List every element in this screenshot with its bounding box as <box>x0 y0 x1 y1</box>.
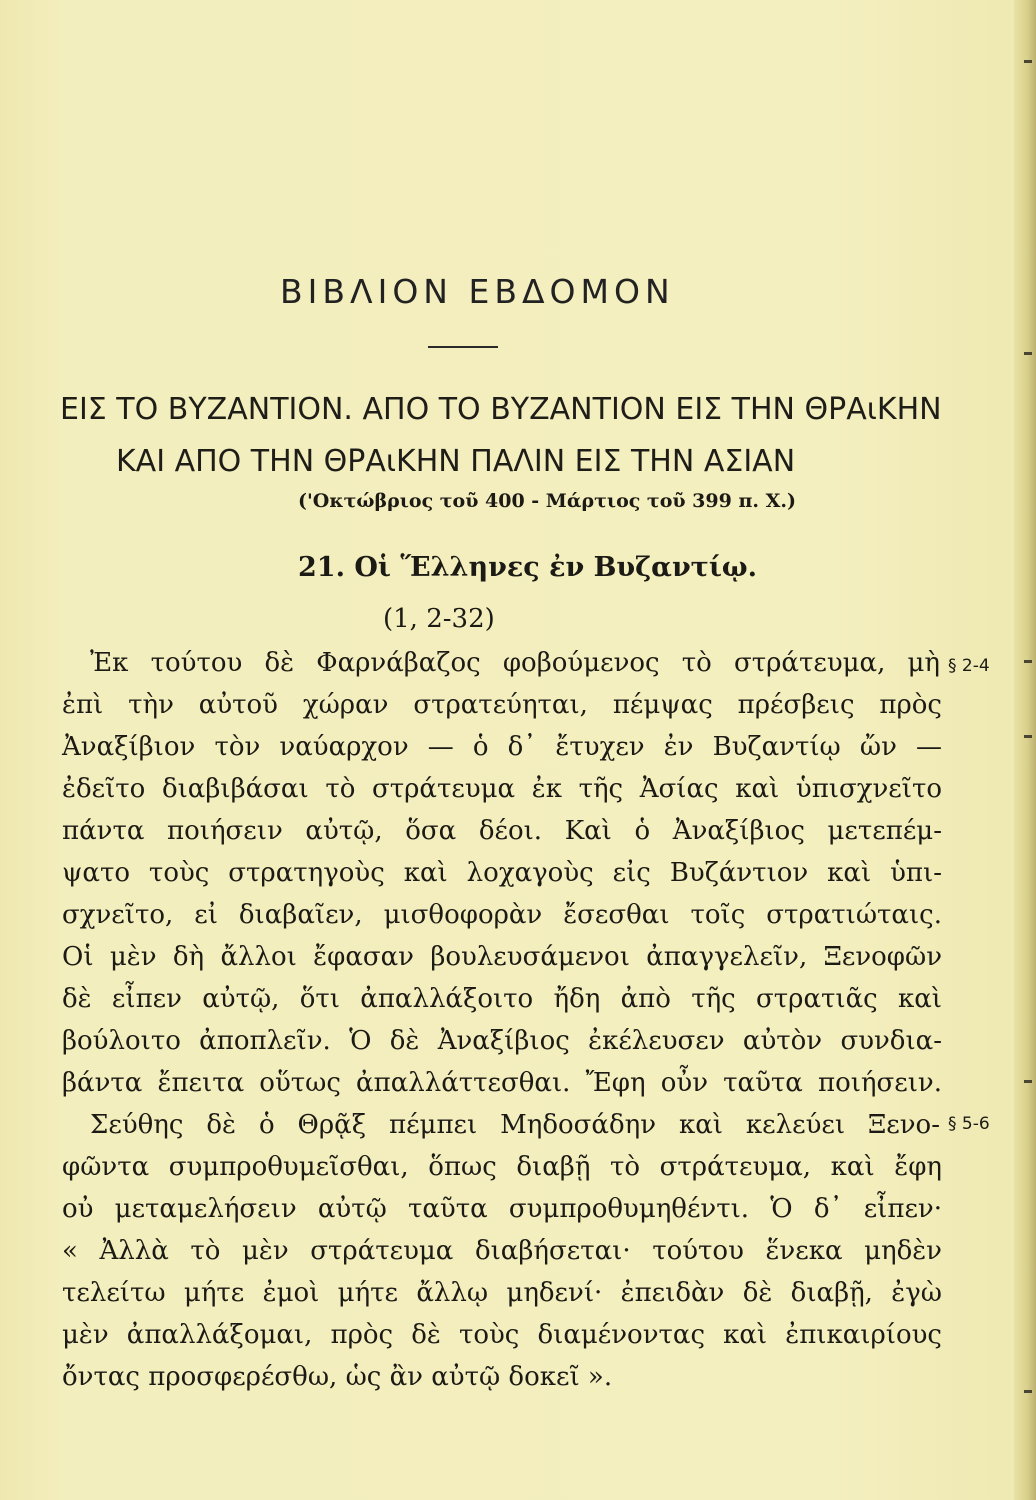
body-line: τελείτω μήτε ἐμοὶ μήτε ἄλλῳ μηδενί· ἐπειδὰν δὲ διαβῇ, ἐγὼ <box>62 1278 942 1308</box>
body-line: μὲν ἀπαλλάξομαι, πρὸς δὲ τοὺς διαμένοντας καὶ ἐπικαιρίους <box>62 1320 942 1350</box>
edge-mark <box>1024 1390 1032 1393</box>
body-line: σχνεῖτο, εἰ διαβαῖεν, μισθοφορὰν ἔσεσθαι τοῖς στρατιώταις. <box>62 900 942 930</box>
body-line: ὄντας προσφερέσθω, ὡς ἂν αὐτῷ δοκεῖ ». <box>62 1362 613 1392</box>
edge-mark <box>1024 735 1032 738</box>
margin-section-ref: § 2-4 <box>948 656 990 676</box>
body-line: φῶντα συμπροθυμεῖσθαι, ὅπως διαβῇ τὸ στράτευμα, καὶ ἔφη <box>62 1152 942 1182</box>
book-title: ΒΙΒΛΙΟΝ ΕΒΔΟΜΟΝ <box>280 272 675 311</box>
chapter-dates: ('Οκτώβριος τοῦ 400 - Μάρτιος τοῦ 399 π. Χ.) <box>298 490 796 512</box>
body-line: Ἐκ τούτου δὲ Φαρνάβαζος φοβούμενος τὸ στράτευμα, μὴ <box>90 648 940 678</box>
body-line: ἐδεῖτο διαβιβάσαι τὸ στράτευμα ἐκ τῆς Ἀσίας καὶ ὑπισχνεῖτο <box>62 774 942 804</box>
chapter-heading-line2: ΚΑΙ ΑΠΟ ΤΗΝ ΘΡΑιΚΗΝ ΠΑΛΙΝ ΕΙΣ ΤΗΝ ΑΣΙΑΝ <box>116 444 796 479</box>
edge-mark <box>1024 660 1032 663</box>
page-edge-tabs <box>1014 0 1036 1500</box>
section-reference: (1, 2-32) <box>383 604 495 634</box>
chapter-heading-line1: ΕΙΣ ΤΟ ΒΥΖΑΝΤΙΟΝ. ΑΠΟ ΤΟ ΒΥΖΑΝΤΙΟΝ ΕΙΣ ΤΗΝ ΘΡΑιΚΗΝ <box>60 392 942 427</box>
body-line: οὐ μεταμελήσειν αὐτῷ ταῦτα συμπροθυμηθέντι. Ὁ δ᾽ εἶπεν· <box>62 1194 942 1224</box>
body-line: Σεύθης δὲ ὁ Θρᾷξ πέμπει Μηδοσάδην καὶ κελεύει Ξενο- <box>90 1110 940 1140</box>
title-divider <box>428 346 498 348</box>
body-line: πάντα ποιήσειν αὐτῷ, ὅσα δέοι. Καὶ ὁ Ἀναξίβιος μετεπέμ- <box>62 816 942 846</box>
body-line: Οἱ μὲν δὴ ἄλλοι ἔφασαν βουλευσάμενοι ἀπαγγελεῖν, Ξενοφῶν <box>62 942 942 972</box>
edge-mark <box>1024 60 1032 63</box>
body-line: ψατο τοὺς στρατηγοὺς καὶ λοχαγοὺς εἰς Βυζάντιον καὶ ὑπι- <box>62 858 942 888</box>
body-line: βούλοιτο ἀποπλεῖν. Ὁ δὲ Ἀναξίβιος ἐκέλευσεν αὐτὸν συνδια- <box>62 1026 942 1056</box>
body-line: Ἀναξίβιον τὸν ναύαρχον — ὁ δ᾽ ἔτυχεν ἐν Βυζαντίῳ ὤν — <box>62 732 942 762</box>
section-title: 21. Οἱ Ἕλληνες ἐν Βυζαντίῳ. <box>298 552 758 583</box>
edge-mark <box>1024 1080 1032 1083</box>
body-line: δὲ εἶπεν αὐτῷ, ὅτι ἀπαλλάξοιτο ἤδη ἀπὸ τῆς στρατιᾶς καὶ <box>62 984 942 1014</box>
edge-mark <box>1024 352 1032 355</box>
margin-section-ref: § 5-6 <box>948 1114 990 1134</box>
body-line: « Ἀλλὰ τὸ μὲν στράτευμα διαβήσεται· τούτου ἕνεκα μηδὲν <box>62 1236 942 1266</box>
body-line: βάντα ἔπειτα οὕτως ἀπαλλάττεσθαι. Ἔφη οὖν ταῦτα ποιήσειν. <box>62 1068 942 1098</box>
body-line: ἐπὶ τὴν αὐτοῦ χώραν στρατεύηται, πέμψας πρέσβεις πρὸς <box>62 690 942 720</box>
